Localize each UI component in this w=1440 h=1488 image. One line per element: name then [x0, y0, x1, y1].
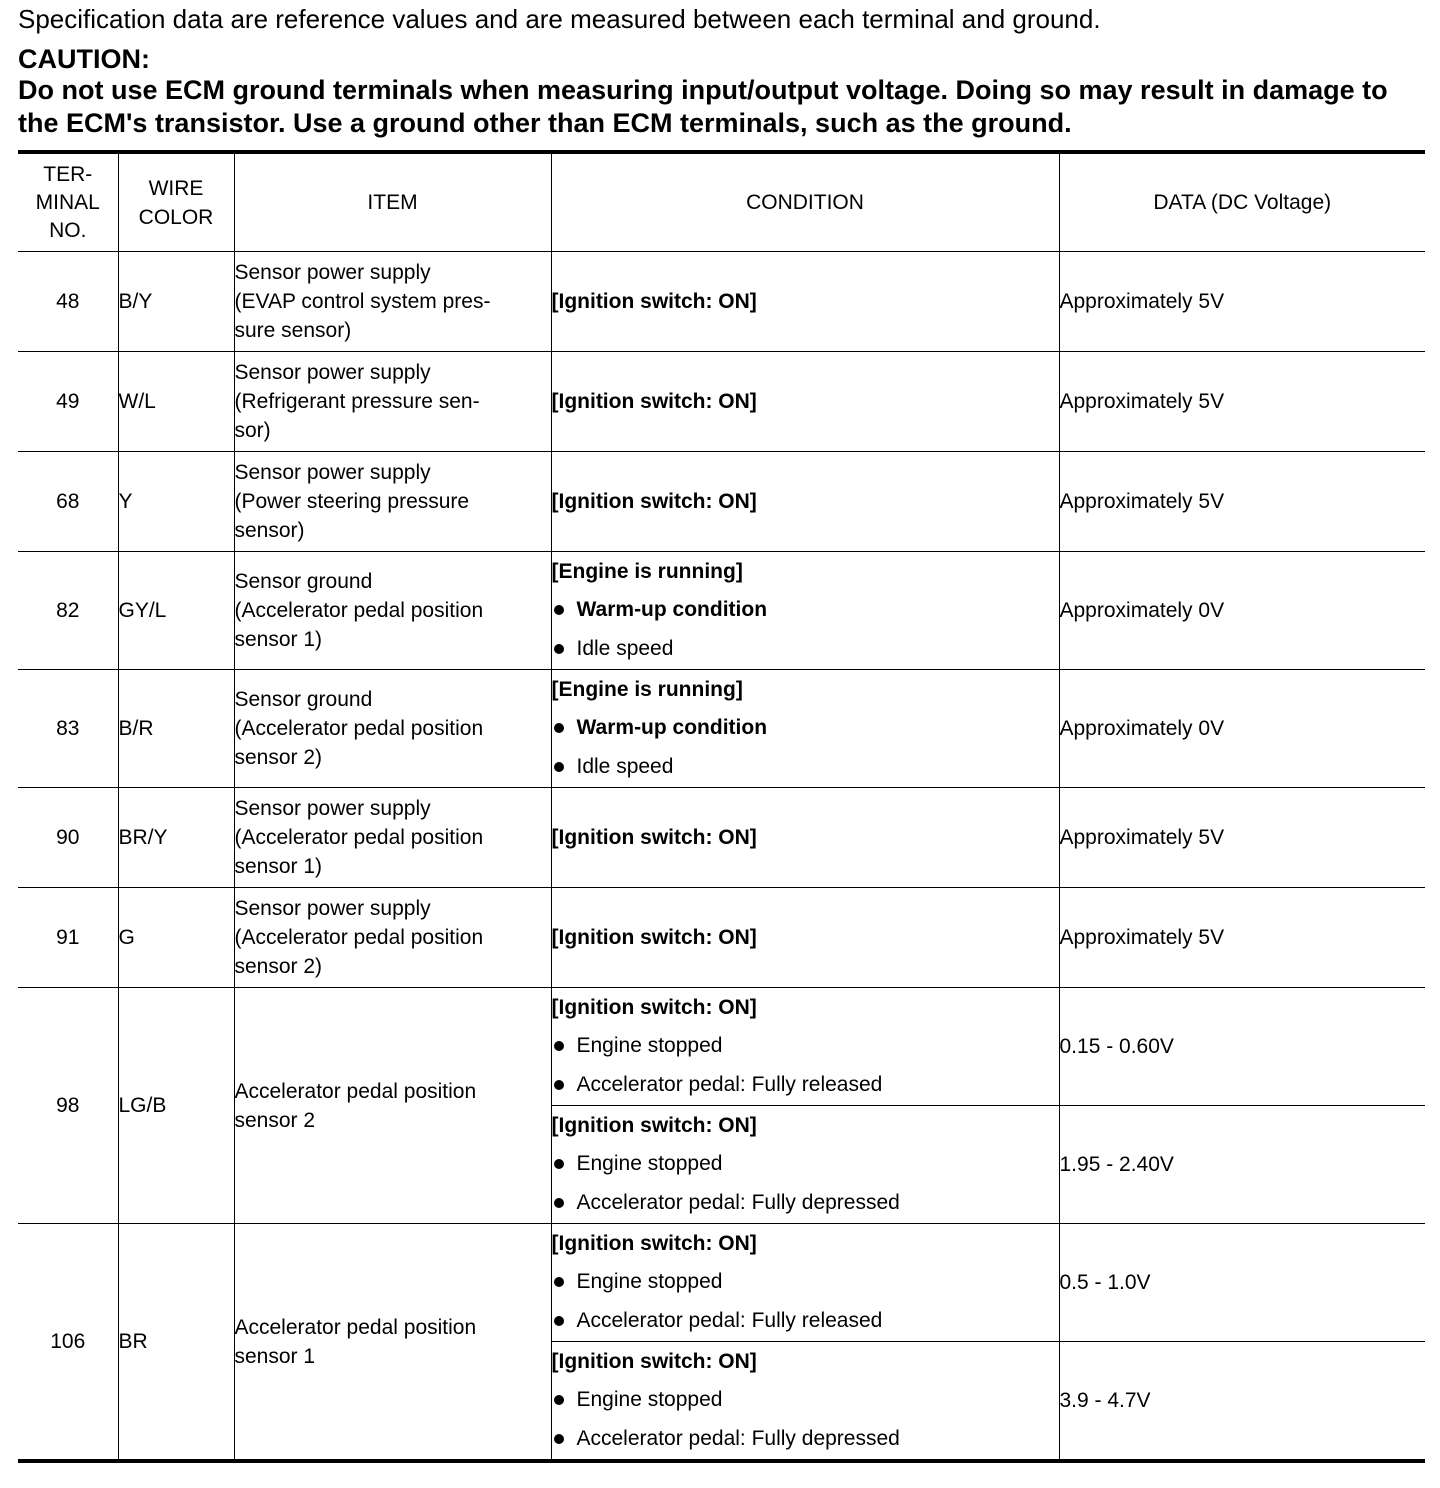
condition-heading: [Ignition switch: ON] — [551, 996, 757, 1019]
wire-color-cell: GY/L — [118, 552, 234, 670]
table-row — [18, 988, 1425, 1106]
column-header-condition: CONDITION — [551, 152, 1059, 252]
item-line: Accelerator pedal position — [234, 1315, 477, 1339]
condition-heading: [Ignition switch: ON] — [551, 1232, 757, 1255]
column-header-wire-line: WIRE — [148, 176, 204, 200]
terminal-cell: 68 — [18, 452, 118, 552]
item-line: Sensor power supply — [234, 261, 431, 284]
condition-cell — [551, 888, 1059, 988]
bullet-dot-icon — [554, 1316, 564, 1326]
condition-cell — [551, 670, 1059, 788]
item-cell — [234, 252, 551, 352]
condition-bullet-text: Accelerator pedal: Fully depressed — [576, 1191, 900, 1214]
bullet-dot-icon — [554, 1041, 564, 1051]
wire-color-cell: BR/Y — [118, 788, 234, 888]
column-header-terminal-line: NO. — [49, 218, 87, 242]
condition-heading: [Ignition switch: ON] — [551, 1114, 757, 1137]
item-line: (Accelerator pedal position — [234, 826, 484, 849]
condition-heading: [Engine is running] — [551, 560, 743, 583]
condition-cell — [551, 1106, 1059, 1224]
column-header-terminal-line: TER- — [43, 162, 93, 186]
condition-bullet — [552, 590, 1059, 629]
condition-bullet — [552, 1065, 1059, 1104]
item-line: Sensor ground — [234, 688, 373, 711]
item-line: Sensor power supply — [234, 897, 431, 920]
item-line: sensor) — [234, 519, 305, 542]
data-cell: Approximately 0V — [1059, 552, 1425, 670]
column-header-wire-line: COLOR — [138, 205, 214, 229]
data-cell: 1.95 - 2.40V — [1059, 1106, 1425, 1224]
condition-bullet — [552, 1380, 1059, 1419]
data-cell: Approximately 0V — [1059, 670, 1425, 788]
table-row — [18, 552, 1425, 670]
data-cell: Approximately 5V — [1059, 888, 1425, 988]
bullet-dot-icon — [554, 1434, 564, 1444]
terminal-spec-table — [18, 150, 1425, 1463]
terminal-cell: 98 — [18, 988, 118, 1224]
item-line: Sensor ground — [234, 570, 373, 593]
bullet-dot-icon — [554, 762, 564, 772]
item-line: (Accelerator pedal position — [234, 599, 484, 622]
condition-bullet-text: Warm-up condition — [576, 598, 768, 621]
table-row — [18, 1224, 1425, 1342]
item-line: Sensor power supply — [234, 361, 431, 384]
column-header-terminal — [18, 152, 118, 252]
table-row — [18, 888, 1425, 988]
data-cell: Approximately 5V — [1059, 788, 1425, 888]
item-line: sor) — [234, 419, 271, 442]
item-line: (Refrigerant pressure sen- — [234, 390, 480, 413]
wire-color-cell: B/Y — [118, 252, 234, 352]
condition-bullet — [552, 1419, 1059, 1458]
column-header-data: DATA (DC Voltage) — [1059, 152, 1425, 252]
table-row — [18, 670, 1425, 788]
condition-heading: [Ignition switch: ON] — [551, 290, 757, 313]
item-cell — [234, 552, 551, 670]
condition-bullet-text: Accelerator pedal: Fully depressed — [576, 1427, 900, 1450]
item-cell — [234, 888, 551, 988]
condition-bullet — [552, 747, 1059, 786]
terminal-cell: 82 — [18, 552, 118, 670]
terminal-cell: 91 — [18, 888, 118, 988]
condition-cell — [551, 1342, 1059, 1462]
condition-bullet-text: Warm-up condition — [576, 716, 768, 739]
condition-heading: [Ignition switch: ON] — [551, 926, 757, 949]
condition-cell — [551, 452, 1059, 552]
data-cell: Approximately 5V — [1059, 352, 1425, 452]
data-cell: 3.9 - 4.7V — [1059, 1342, 1425, 1462]
data-cell: 0.15 - 0.60V — [1059, 988, 1425, 1106]
item-cell — [234, 1224, 551, 1462]
bullet-dot-icon — [554, 605, 564, 615]
terminal-cell: 48 — [18, 252, 118, 352]
item-line: sensor 2 — [234, 1108, 316, 1132]
column-header-item: ITEM — [234, 152, 551, 252]
item-cell — [234, 988, 551, 1224]
item-line: sure sensor) — [234, 319, 352, 342]
item-line: sensor 2) — [234, 746, 323, 769]
bullet-dot-icon — [554, 644, 564, 654]
condition-heading: [Ignition switch: ON] — [551, 1350, 757, 1373]
wire-color-cell: B/R — [118, 670, 234, 788]
data-cell: Approximately 5V — [1059, 452, 1425, 552]
item-line: sensor 1) — [234, 855, 323, 878]
item-line: (Accelerator pedal position — [234, 926, 484, 949]
bullet-dot-icon — [554, 1395, 564, 1405]
bullet-dot-icon — [554, 1080, 564, 1090]
condition-heading: [Ignition switch: ON] — [551, 390, 757, 413]
item-line: Sensor power supply — [234, 797, 431, 820]
condition-bullet-text: Idle speed — [576, 637, 674, 660]
condition-bullet-text: Idle speed — [576, 755, 674, 778]
item-cell — [234, 352, 551, 452]
item-line: sensor 2) — [234, 955, 323, 978]
terminal-cell: 90 — [18, 788, 118, 888]
condition-cell — [551, 788, 1059, 888]
item-cell — [234, 670, 551, 788]
item-line: (Power steering pressure — [234, 490, 470, 513]
condition-cell — [551, 552, 1059, 670]
table-header-row — [18, 152, 1425, 252]
data-cell: 0.5 - 1.0V — [1059, 1224, 1425, 1342]
terminal-cell: 49 — [18, 352, 118, 452]
table-row — [18, 452, 1425, 552]
terminal-cell: 83 — [18, 670, 118, 788]
condition-cell — [551, 988, 1059, 1106]
caution-body: Do not use ECM ground terminals when measuring input/output voltage. Doing so may result in damage to the ECM's transistor. Use a ground other than ECM terminals, such as the ground. — [18, 75, 1388, 138]
condition-heading: [Ignition switch: ON] — [551, 490, 757, 513]
item-line: Accelerator pedal position — [234, 1079, 477, 1103]
condition-bullet — [552, 629, 1059, 668]
bullet-dot-icon — [554, 723, 564, 733]
condition-heading: [Ignition switch: ON] — [551, 826, 757, 849]
wire-color-cell: G — [118, 888, 234, 988]
bullet-dot-icon — [554, 1198, 564, 1208]
condition-bullet — [552, 708, 1059, 747]
wire-color-cell: BR — [118, 1224, 234, 1462]
condition-bullet-text: Engine stopped — [576, 1388, 723, 1411]
condition-heading: [Engine is running] — [551, 678, 743, 701]
column-header-wire-color — [118, 152, 234, 252]
caution-title: CAUTION: — [18, 44, 150, 74]
wire-color-cell: LG/B — [118, 988, 234, 1224]
item-line: sensor 1 — [234, 1344, 316, 1368]
item-line: Sensor power supply — [234, 461, 431, 484]
condition-bullet — [552, 1301, 1059, 1340]
condition-bullet-text: Accelerator pedal: Fully released — [576, 1073, 883, 1096]
bullet-dot-icon — [554, 1277, 564, 1287]
column-header-terminal-line: MINAL — [35, 190, 100, 214]
condition-bullet-text: Engine stopped — [576, 1152, 723, 1175]
bullet-dot-icon — [554, 1159, 564, 1169]
condition-cell — [551, 1224, 1059, 1342]
data-cell: Approximately 5V — [1059, 252, 1425, 352]
terminal-cell: 106 — [18, 1224, 118, 1462]
condition-cell — [551, 252, 1059, 352]
condition-bullet — [552, 1026, 1059, 1065]
condition-bullet — [552, 1183, 1059, 1222]
item-cell — [234, 452, 551, 552]
condition-bullet-text: Engine stopped — [576, 1034, 723, 1057]
item-cell — [234, 788, 551, 888]
wire-color-cell: W/L — [118, 352, 234, 452]
condition-cell — [551, 352, 1059, 452]
wire-color-cell: Y — [118, 452, 234, 552]
condition-bullet — [552, 1262, 1059, 1301]
condition-bullet-text: Accelerator pedal: Fully released — [576, 1309, 883, 1332]
item-line: (Accelerator pedal position — [234, 717, 484, 740]
condition-bullet — [552, 1144, 1059, 1183]
table-row — [18, 352, 1425, 452]
item-line: sensor 1) — [234, 628, 323, 651]
item-line: (EVAP control system pres- — [234, 290, 491, 313]
table-row — [18, 252, 1425, 352]
spec-note: Specification data are reference values and are measured between each terminal and ground. — [18, 4, 1101, 34]
table-row — [18, 788, 1425, 888]
condition-bullet-text: Engine stopped — [576, 1270, 723, 1293]
